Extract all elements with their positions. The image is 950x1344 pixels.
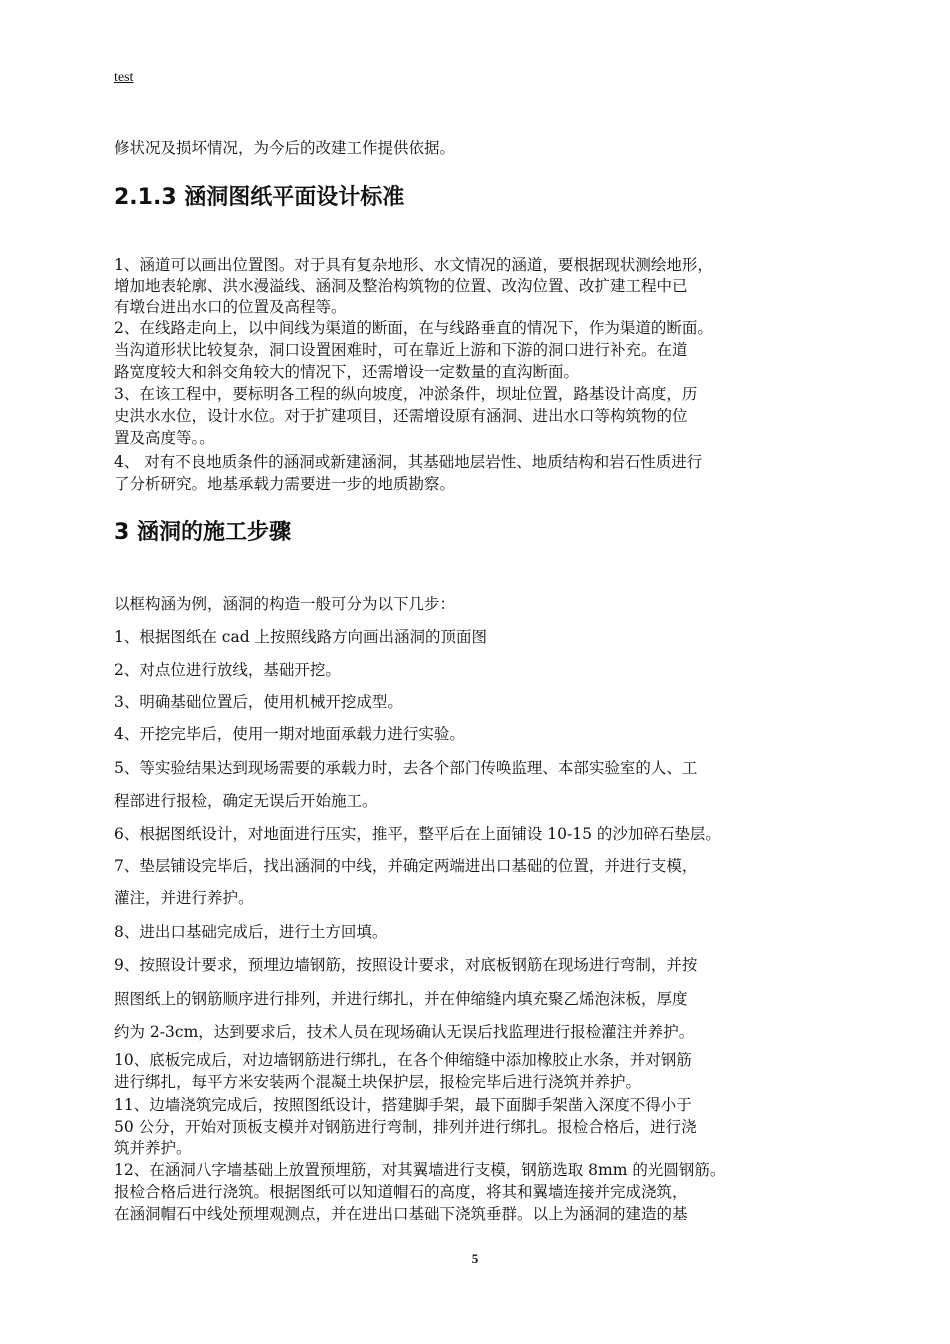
step-line: 6、根据图纸设计，对地面进行压实，推平，整平后在上面铺设 10-15 的沙加碎石垫层。 (114, 825, 721, 843)
section-213-line: 增加地表轮廓、洪水漫溢线、涵洞及整治构筑物的位置、改沟位置、改扩建工程中已 (114, 277, 688, 295)
section-213-line: 当沟道形状比较复杂，洞口设置困难时，可在靠近上游和下游的洞口进行补充。在道 (114, 341, 688, 359)
section-3-intro: 以框构涵为例，涵洞的构造一般可分为以下几步： (114, 595, 456, 613)
step-line: 2、对点位进行放线，基础开挖。 (114, 661, 341, 679)
page-number: 5 (471, 1251, 479, 1266)
step-line: 1、根据图纸在 cad 上按照线路方向画出涵洞的顶面图 (114, 628, 488, 646)
step-line: 报检合格后进行浇筑。根据图纸可以知道帽石的高度，将其和翼墙连接并完成浇筑， (114, 1183, 688, 1201)
step-line: 照图纸上的钢筋顺序进行排列，并进行绑扎，并在伸缩缝内填充聚乙烯泡沫板，厚度 (114, 990, 688, 1008)
step-line: 在涵洞帽石中线处预埋观测点，并在进出口基础下浇筑垂群。以上为涵洞的建造的基 (114, 1205, 688, 1223)
step-line: 8、进出口基础完成后，进行土方回填。 (114, 923, 388, 941)
section-213-line: 有墩台进出水口的位置及高程等。 (114, 298, 347, 316)
section-213-line: 3、在该工程中，要标明各工程的纵向坡度，冲淤条件，坝址位置，路基设计高度，历 (114, 385, 698, 403)
step-line: 9、按照设计要求，预埋边墙钢筋，按照设计要求，对底板钢筋在现场进行弯制，并按 (114, 956, 698, 974)
section-213-line: 了分析研究。地基承载力需要进一步的地质勘察。 (114, 475, 456, 493)
section-213-line: 1、涵道可以画出位置图。对于具有复杂地形、水文情况的涵道，要根据现状测绘地形， (114, 256, 713, 274)
step-line: 3、明确基础位置后，使用机械开挖成型。 (114, 693, 403, 711)
step-line: 程部进行报检，确定无误后开始施工。 (114, 792, 378, 810)
section-213-heading: 2.1.3 涵洞图纸平面设计标准 (114, 185, 405, 210)
step-line: 5、等实验结果达到现场需要的承载力时，去各个部门传唤监理、本部实验室的人、工 (114, 759, 698, 777)
section-213-line: 路宽度较大和斜交角较大的情况下，还需增设一定数量的直沟断面。 (114, 363, 580, 381)
step-line: 4、开挖完毕后，使用一期对地面承载力进行实验。 (114, 725, 465, 743)
step-line: 灌注，并进行养护。 (114, 889, 254, 907)
section-213-line: 4、 对有不良地质条件的涵洞或新建涵洞，其基础地层岩性、地质结构和岩石性质进行 (114, 453, 703, 471)
section-213-line: 史洪水水位，设计水位。对于扩建项目，还需增设原有涵洞、进出水口等构筑物的位 (114, 407, 688, 425)
step-line: 11、边墙浇筑完成后，按照图纸设计，搭建脚手架，最下面脚手架凿入深度不得小于 (114, 1096, 692, 1114)
intro-tail-paragraph: 修状况及损坏情况，为今后的改建工作提供依据。 (114, 139, 456, 157)
header-tag[interactable]: test (114, 70, 134, 85)
section-213-line: 置及高度等。。 (114, 429, 215, 447)
step-line: 12、在涵洞八字墙基础上放置预埋筋，对其翼墙进行支模，钢筋选取 8mm 的光圆钢筋。 (114, 1161, 726, 1179)
step-line: 进行绑扎，每平方米安装两个混凝土块保护层，报检完毕后进行浇筑并养护。 (114, 1073, 642, 1091)
section-3-heading: 3 涵洞的施工步骤 (114, 520, 291, 545)
section-213-line: 2、在线路走向上，以中间线为渠道的断面，在与线路垂直的情况下，作为渠道的断面。 (114, 319, 713, 337)
step-line: 约为 2-3cm，达到要求后，技术人员在现场确认无误后找监理进行报检灌注并养护。 (114, 1023, 695, 1041)
step-line: 7、垫层铺设完毕后，找出涵洞的中线，并确定两端进出口基础的位置，并进行支模， (114, 857, 698, 875)
step-line: 50 公分，开始对顶板支模并对钢筋进行弯制，排列并进行绑扎。报检合格后，进行浇 (114, 1118, 697, 1136)
step-line: 筑并养护。 (114, 1139, 192, 1157)
step-line: 10、底板完成后，对边墙钢筋进行绑扎，在各个伸缩缝中添加橡胶止水条，并对钢筋 (114, 1051, 692, 1069)
